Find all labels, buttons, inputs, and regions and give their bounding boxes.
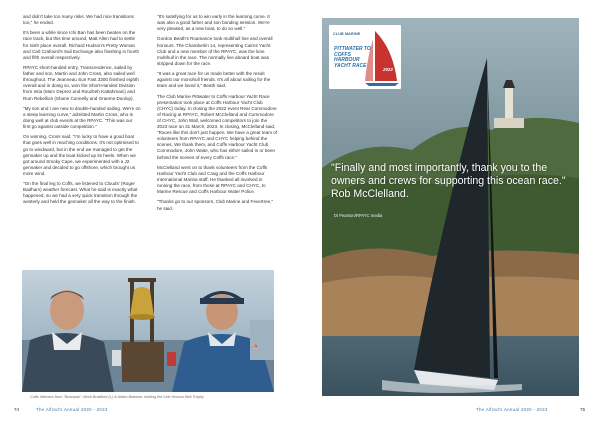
paragraph: On winning, Cross said, "I'm lucky to have a good boat that goes well in reaching conditions. It's not optimised to go to windward, but in the end we managed to get the gennaker up and the boat kicked up its heels. When we got around Smoky Cape, we experimented with a J2 gennaker and decided to go offshore, which brought us more wind.	[23, 134, 139, 176]
paragraph: "On the final leg to Coffs, we listened to Clouds' (Roger Badham) weather forecast. What he said is exactly what happened, so we had a very quick transition through the westerly and held the gennaker all the way to the finish.	[23, 181, 138, 205]
page-number-left: 74	[14, 407, 20, 412]
paragraph: The Club Marine Pittwater to Coffs Harbour Yacht Race presentation took place at Coffs Harbour Yacht Club (CHYC) today. In closing the 2022 event Rear Commodore of Racing at RPAYC, Robert McClelland and Commodore of CHYC, John Wall, welcomed competitors to join the 2023 race on 31 March, 2023. In closing, McClelland said, "Races like this don't just happen. We have a great team of volunteers from RPAYC and CHYC helping behind the scenes. We thank them, and Coffs Harbour Yacht Club Commodore, John Waite, who has either sailed in or been behind the scenes of every Coffs race."	[157, 93, 278, 160]
article-column-2	[157, 14, 278, 216]
paragraph: RPAYC short-handed entry, Transcendence, sailed by father and son, Martin and John Cross, also sailed well throughout. The Jeanneau Sun Fast 3300 finished eighth overall and in doing so, won the Short-Handed Division from Intia (Marc Deprez and Rouzbeh Kattahmani) and Rum Rebellion (Shane Connelly and Graeme Dunlop).	[23, 65, 139, 101]
footer-right: The Alfred's Annual 2020 - 2023	[476, 407, 548, 412]
paragraph: Gordon Beath's Roamance took multihull line and overall honours. The Chamberlin 14, representing Cairns Yacht Club and a new member of the RPAYC, was the lone multihull in the race. The normally live aboard boat was stripped down for the race.	[157, 36, 273, 66]
paragraph: McClelland went on to thank volunteers from the Coffs Harbour Yacht Club and Craig and the Coffs Harbour International Marina staff. He thanked all involved in running the race, from those at RPAYC and CHYC, to Marine Rescue and Coffs Harbour Water Police.	[157, 164, 268, 195]
paragraph: "It was a great race for us made better with the result against our monohull friends. It's all about sailing for the team and we loved it," Beath said.	[157, 71, 271, 89]
paragraph: It's been a while since Ichi Ban has been beaten on the race track, but this time around, Matt Allen had to settle for sixth place overall. Richard Hudson's Pretty Woman and Carl Crafoord's Sail Exchange also finishing in fourth and fifth overall respectively.	[23, 30, 140, 60]
photo-credit: Di Pearson/RPAYC media	[334, 213, 383, 218]
footer-left: The Alfred's Annual 2020 - 2023	[36, 407, 108, 412]
paragraph: "It's satisfying for us to win early in the learning curve. It was also a good father and son bonding session. We're very pleased, as a new boat, to do so well."	[157, 14, 270, 32]
paragraph: "Thanks go to our sponsors, Club Marine and Fevertree," he said.	[157, 199, 274, 211]
paragraph: "My son and I are new to double-handed sailing. We're on a steep learning curve," admitted Martin Cross, who is doing well at club events at the RPAYC. "This was our first go against outside competition."	[23, 105, 141, 130]
club-marine-wordmark: CLUB MARINE	[333, 32, 361, 36]
winners-photo-illustration	[22, 270, 274, 392]
winners-photo	[22, 270, 274, 392]
event-logo	[329, 25, 401, 89]
event-year: 2022	[383, 67, 393, 72]
photo-caption: Coffs Winners from "Boanpak", Mark Bradford (L) & Adam Beasher holding the Line Honour Bell Trophy	[30, 395, 205, 399]
page-number-right: 75	[580, 407, 586, 412]
event-title: PITTWATER TO COFFS HARBOUR YACHT RACE	[334, 46, 371, 69]
paragraph: and didn't take too many risks. We had nice transitions too," he ended.	[23, 14, 134, 26]
pull-quote: "Finally and most importantly, thank you to the owners and crews for supporting this ocean race." Rob McClelland.	[331, 162, 566, 201]
svg-text:⛵: ⛵	[252, 344, 259, 350]
article-column-1	[23, 14, 141, 210]
